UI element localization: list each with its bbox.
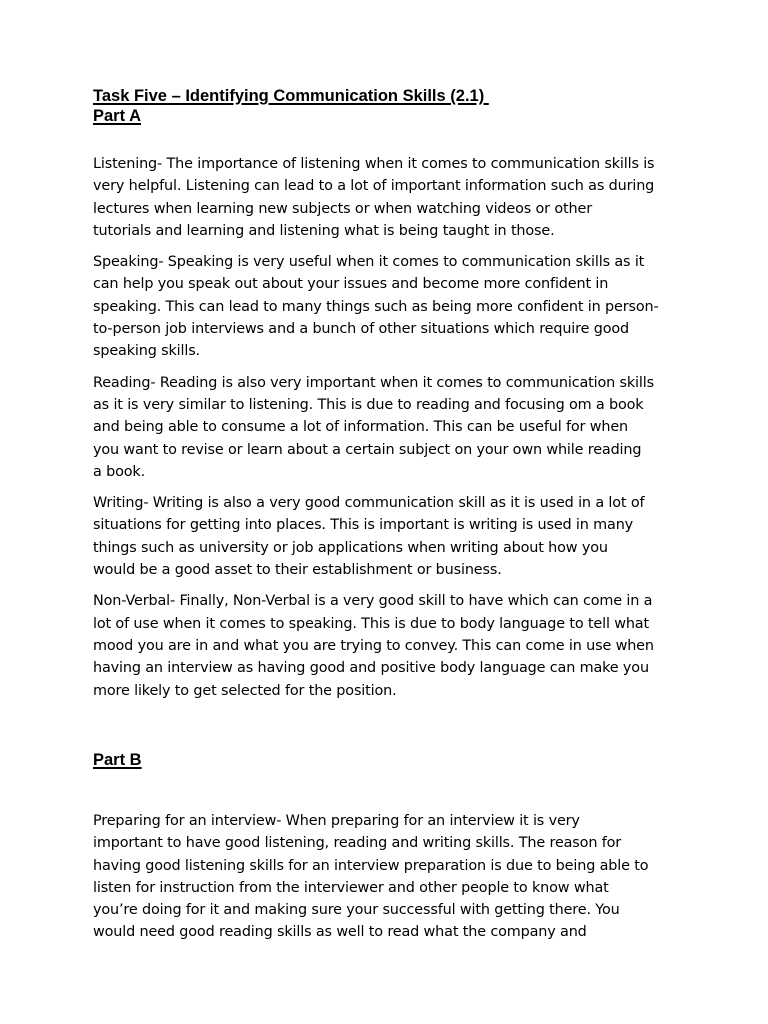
text-line: Preparing for an interview- When preparing for an interview it is very <box>93 813 580 829</box>
text-line: you’re doing for it and making sure your successful with getting there. You <box>93 902 620 919</box>
part-a-heading: Part A <box>93 107 141 125</box>
text-line: can help you speak out about your issues and become more confident in <box>93 276 609 293</box>
text-line: situations for getting into places. This is important is writing is used in many <box>93 517 634 534</box>
text-line: and being able to consume a lot of information. This can be useful for when <box>93 419 629 436</box>
paragraph-non-verbal <box>93 590 693 701</box>
text-line: important to have good listening, reading and writing skills. The reason for <box>93 835 622 852</box>
text-line: a book. <box>93 463 145 480</box>
text-line: more likely to get selected for the position. <box>93 682 397 699</box>
heading-block <box>93 86 693 126</box>
text-line: tutorials and learning and listening what is being taught in those. <box>93 222 555 239</box>
text-line: mood you are in and what you are trying to convey. This can come in use when <box>93 637 654 654</box>
text-line: things such as university or job applications when writing about how you <box>93 539 608 556</box>
paragraph-writing <box>93 492 693 581</box>
text-line: speaking. This can lead to many things such as being more confident in person- <box>93 298 659 315</box>
text-line: you want to revise or learn about a certain subject on your own while reading <box>93 441 642 458</box>
text-line: lectures when learning new subjects or when watching videos or other <box>93 200 592 217</box>
text-line: Non-Verbal- Finally, Non-Verbal is a very good skill to have which can come in a <box>93 593 653 610</box>
text-line: Writing- Writing is also a very good communication skill as it is used in a lot of <box>93 495 645 512</box>
text-line: speaking skills. <box>93 343 200 360</box>
text-line: Listening- The importance of listening when it comes to communication skills is <box>93 156 655 172</box>
text-line: Speaking- Speaking is very useful when it comes to communication skills as it <box>93 254 645 271</box>
paragraph-speaking <box>93 251 693 362</box>
part-b-heading: Part B <box>93 751 142 769</box>
text-line: to-person job interviews and a bunch of other situations which require good <box>93 321 630 338</box>
text-line: lot of use when it comes to speaking. This is due to body language to tell what <box>93 615 649 632</box>
text-line: having an interview as having good and positive body language can make you <box>93 660 649 677</box>
document-title: Task Five – Identifying Communication Skills (2.1) <box>93 87 489 105</box>
text-line: having good listening skills for an interview preparation is due to being able to <box>93 857 649 874</box>
text-line: very helpful. Listening can lead to a lot of important information such as during <box>93 178 655 195</box>
part-a-body <box>93 153 693 702</box>
text-line: listen for instruction from the interviewer and other people to know what <box>93 879 609 896</box>
text-line: would be a good asset to their establishment or business. <box>93 562 502 579</box>
paragraph-preparing-interview <box>93 810 693 944</box>
text-line: as it is very similar to listening. This is due to reading and focusing om a book <box>93 396 644 413</box>
text-line: Reading- Reading is also very important when it comes to communication skills <box>93 374 654 391</box>
part-b-body <box>93 810 693 944</box>
paragraph-listening <box>93 153 693 242</box>
paragraph-reading <box>93 372 693 483</box>
text-line: would need good reading skills as well to read what the company and <box>93 924 587 941</box>
